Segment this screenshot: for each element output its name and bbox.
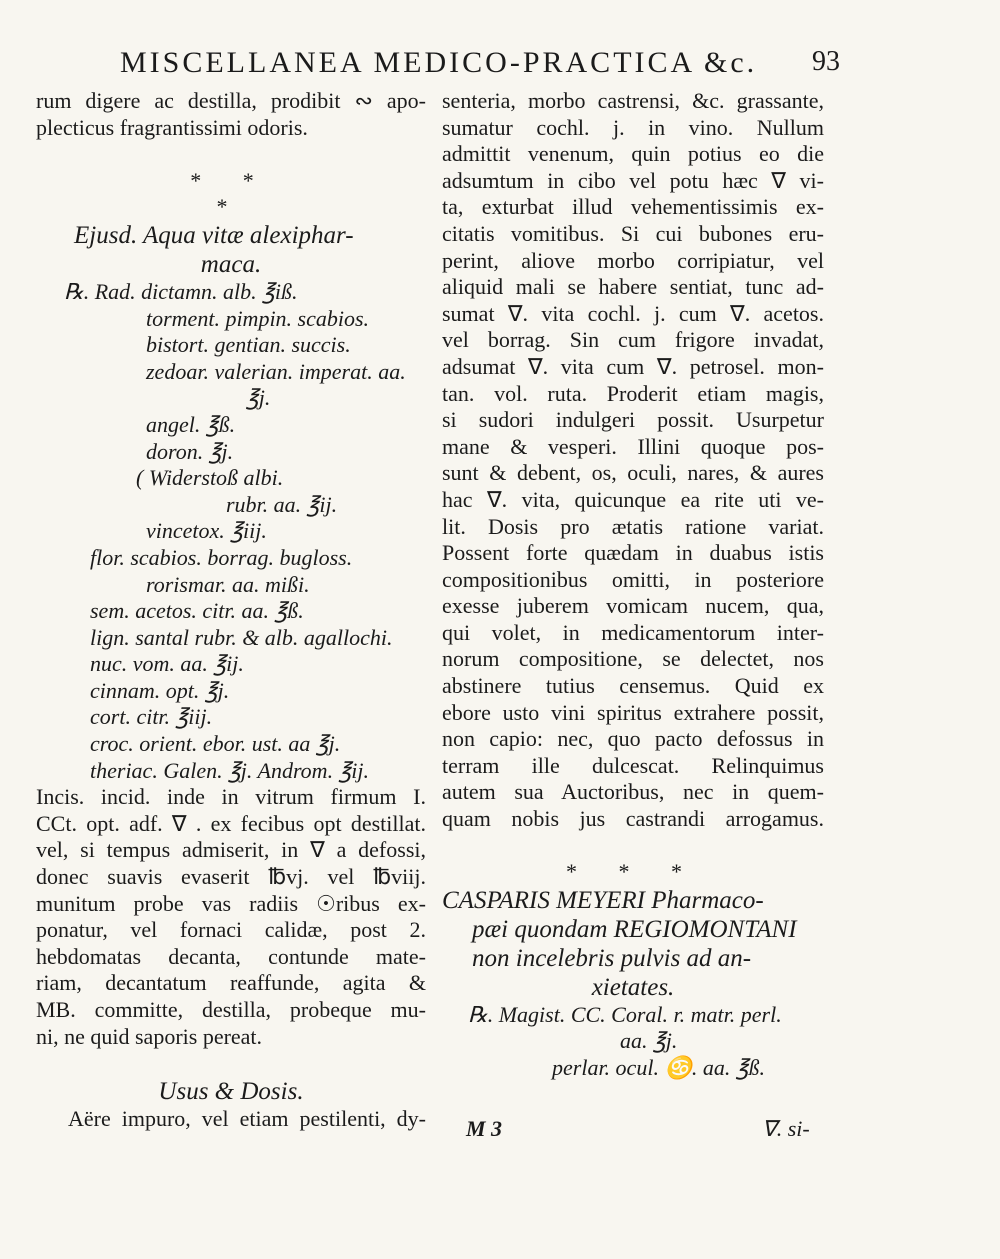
page-number: 93	[812, 46, 840, 77]
text-line: ponatur, vel fornaci calidæ, post 2.	[36, 917, 426, 943]
text-line: aa. ℥j.	[620, 1028, 678, 1054]
text-line: non incelebris pulvis ad an-	[472, 944, 752, 972]
text-line: Usus & Dosis.	[158, 1077, 304, 1105]
text-line: croc. orient. ebor. ust. aa ℥j.	[90, 731, 341, 757]
text-line: Incis. incid. inde in vitrum firmum I.	[36, 784, 426, 810]
text-line: norum compositione, se delectet, nos	[442, 646, 824, 672]
text-line: angel. ℥ß.	[146, 411, 236, 437]
text-line: perint, aliove morbo corripiatur, vel	[442, 247, 824, 273]
right-column	[442, 88, 824, 1082]
text-line	[36, 141, 426, 168]
text-line: doron. ℥j.	[146, 438, 234, 464]
text-line: terram ille dulcescat. Relinquimus	[442, 752, 824, 778]
text-line: * *	[190, 167, 272, 193]
text-line: cinnam. opt. ℥j.	[90, 677, 230, 703]
text-line: hebdomatas decanta, contunde mate-	[36, 943, 426, 969]
text-line: sunt & debent, os, oculi, nares, & aures	[442, 460, 824, 486]
text-line: Possent forte quædam in duabus istis	[442, 540, 824, 566]
text-line: theriac. Galen. ℥j. Androm. ℥ij.	[90, 757, 370, 783]
catchword: ∇. si-	[762, 1116, 810, 1141]
signature-mark: M 3	[466, 1116, 503, 1141]
text-line: autem sua Auctoribus, nec in quem-	[442, 779, 824, 805]
text-line: adsumtum in cibo vel potu hæc ∇ vi-	[442, 167, 824, 193]
text-line: citatis vomitibus. Si cui bubones eru-	[442, 220, 824, 246]
text-line: non capio: nec, quo pacto defossus in	[442, 726, 824, 752]
text-line: CCt. opt. adf. ∇ . ex fecibus opt destillat.	[36, 810, 426, 836]
text-line	[442, 833, 824, 860]
text-line: munitum probe vas radiis ☉ribus ex-	[36, 890, 426, 916]
text-line: mane & vesperi. Illini quoque pos-	[442, 433, 824, 459]
text-line: senteria, morbo castrensi, &c. grassante,	[442, 88, 824, 113]
text-line: sumatur cochl. j. in vino. Nullum	[442, 114, 824, 140]
text-line: aliquid mali se habere sentiat, tunc ad-	[442, 274, 824, 300]
text-line: plecticus fragrantissimi odoris.	[36, 114, 308, 140]
text-line: flor. scabios. borrag. bugloss.	[90, 544, 353, 570]
text-line: si sudori indulgeri possit. Usurpetur	[442, 407, 824, 433]
text-line: ta, exturbat illud vehementissimis ex-	[442, 194, 824, 220]
text-line: pæi quondam REGIOMONTANI	[472, 915, 797, 943]
text-line: ℞. Magist. CC. Coral. r. matr. perl.	[468, 1001, 782, 1027]
text-line: rorismar. aa. mißi.	[146, 571, 310, 597]
text-line: vel borrag. Sin cum frigore invadat,	[442, 327, 824, 353]
text-line: adsumat ∇. vita cum ∇. petrosel. mon-	[442, 353, 824, 379]
text-line: lit. Dosis pro ætatis ratione variat.	[442, 513, 824, 539]
text-line: ebore usto vini spiritus extrahere possit,	[442, 699, 824, 725]
running-header	[120, 46, 840, 80]
text-line: nuc. vom. aa. ℥ij.	[90, 651, 244, 677]
text-line: quam nobis jus castrandi arrogamus.	[442, 806, 824, 832]
text-line: admittit venenum, quin potius eo die	[442, 141, 824, 167]
text-line: ni, ne quid saporis pereat.	[36, 1023, 263, 1049]
text-line: MB. committe, destilla, probeque mu-	[36, 997, 426, 1022]
text-line: rubr. aa. ℥ij.	[226, 491, 338, 517]
text-line: ℞. Rad. dictamn. alb. ℥iß.	[64, 278, 298, 304]
text-line: vincetox. ℥iij.	[146, 518, 267, 544]
text-line: rum digere ac destilla, prodibit ∾ apo-	[36, 88, 426, 113]
text-line: exesse juberem vomicam nucem, qua,	[442, 593, 824, 619]
text-line: sumat ∇. vita cochl. j. cum ∇. acetos.	[442, 300, 824, 326]
text-line: tan. vol. ruta. Proderit etiam magis,	[442, 380, 824, 406]
text-line: * * *	[566, 859, 700, 885]
text-line: lign. santal rubr. & alb. agallochi.	[90, 624, 393, 650]
text-line: hac ∇. vita, quicunque ea rite uti ve-	[442, 486, 824, 512]
text-line: xietates.	[591, 973, 675, 1001]
text-line: donec suavis evaserit ℔vj. vel ℔viij.	[36, 864, 426, 890]
text-line: torment. pimpin. scabios.	[146, 305, 370, 331]
text-line: *	[216, 194, 246, 220]
header-title: MISCELLANEA MEDICO-PRACTICA &c.	[120, 46, 758, 79]
text-line: ℥j.	[246, 385, 271, 411]
text-line: abstinere tutius censemus. Quid ex	[442, 673, 824, 699]
text-line: CASPARIS MEYERI Pharmaco-	[442, 886, 764, 914]
text-line: maca.	[200, 250, 262, 278]
text-line: sem. acetos. citr. aa. ℥ß.	[90, 598, 304, 624]
text-line: Aëre impuro, vel etiam pestilenti, dy-	[68, 1105, 426, 1131]
text-line: perlar. ocul. ♋. aa. ℥ß.	[552, 1055, 766, 1080]
text-line: Ejusd. Aqua vitæ alexiphar-	[74, 221, 354, 249]
text-line: ( Widerstoß albi.	[136, 465, 284, 491]
text-line: zedoar. valerian. imperat. aa.	[146, 358, 406, 384]
text-line	[36, 1050, 426, 1077]
left-column	[36, 88, 426, 1132]
text-line: vel, si tempus admiserit, in ∇ a defossi,	[36, 837, 426, 863]
text-line: cort. citr. ℥iij.	[90, 704, 213, 730]
text-line: bistort. gentian. succis.	[146, 332, 351, 358]
text-line: riam, decantatum reaffunde, agita &	[36, 970, 426, 996]
text-line: qui volet, in medicamentorum inter-	[442, 619, 824, 645]
text-line: compositionibus omitti, in posteriore	[442, 566, 824, 592]
